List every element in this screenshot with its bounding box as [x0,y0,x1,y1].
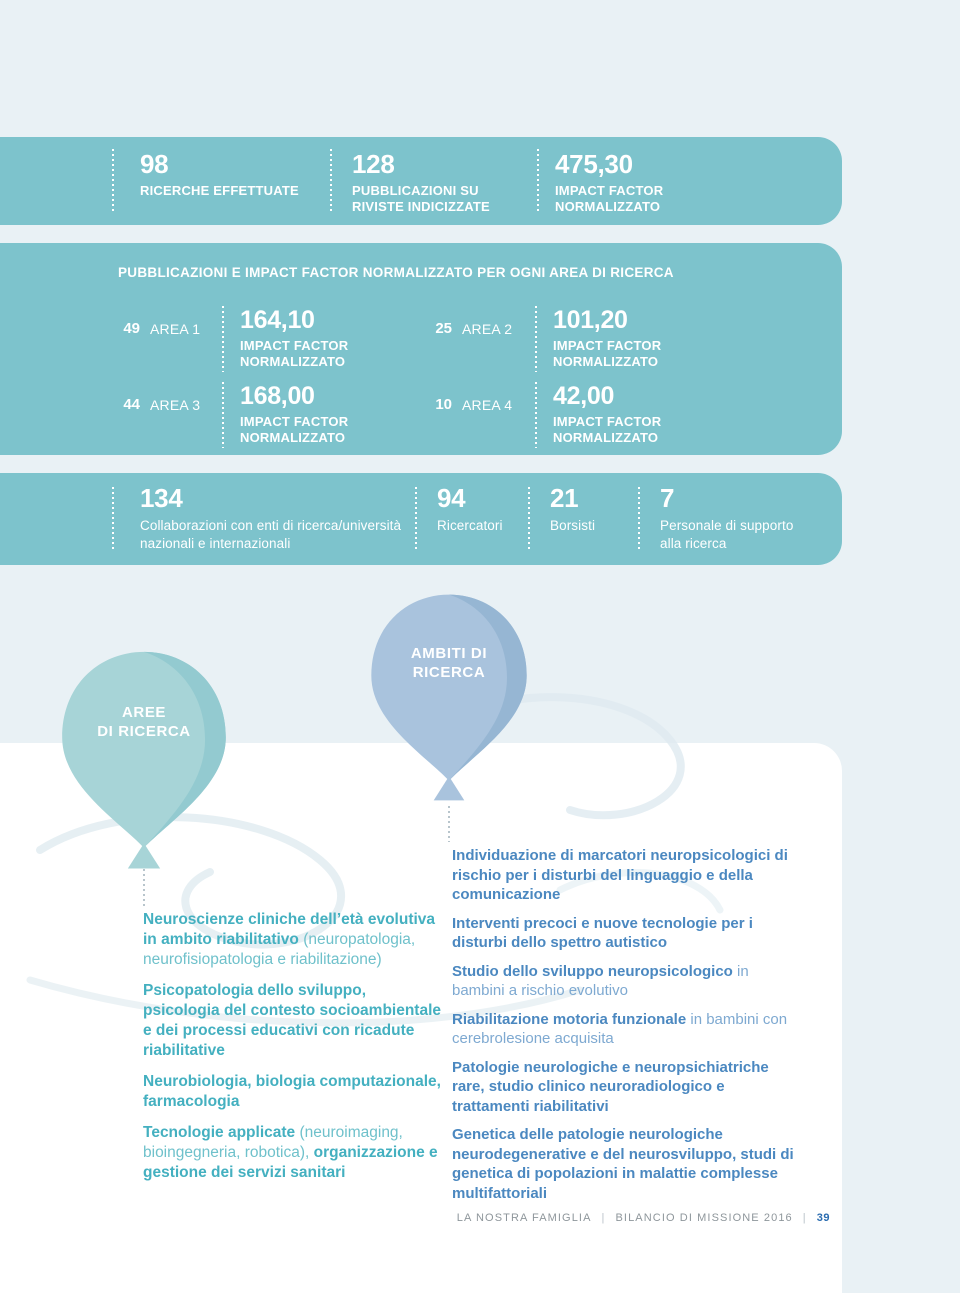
footer-page-number: 39 [816,1212,830,1224]
aree-di-ricerca-list [143,910,445,1194]
dotted-separator [112,149,114,211]
impact-label: IMPACT FACTOR NORMALIZZATO [553,414,662,445]
dotted-separator [415,487,417,549]
footer-doc: BILANCIO DI MISSIONE 2016 [615,1212,793,1224]
list-item-text: Riabilitazione motoria funzionale [452,1010,691,1028]
balloon-label [356,644,542,682]
list-item [452,846,804,905]
dotted-separator [535,306,537,372]
ambiti-di-ricerca-list [452,846,804,1212]
stat-value: 98 [140,149,169,179]
stat-value: 475,30 [555,149,633,179]
impact-value: 168,00 [240,382,315,410]
stat-value: 128 [352,149,395,179]
impact-value: 42,00 [553,382,615,410]
people-banner [0,473,842,565]
area-name: AREA 3 [150,397,201,413]
page-footer [0,1212,842,1224]
stat-label: PUBBLICAZIONI SU RIVISTE INDICIZZATE [352,183,490,214]
people-value: 21 [550,483,579,513]
list-item [143,910,445,970]
balloon-label [46,703,242,741]
list-item-text: Studio dello sviluppo neuropsicologico [452,962,738,980]
area-name: AREA 1 [150,321,201,337]
balloon-blue-shape [356,588,542,818]
list-item [452,914,804,953]
list-item-text: Genetica delle patologie neurologiche neurodegenerative e del neurosviluppo, studi di genetica di popolazioni in malattie complesse multifattoriali [452,1126,794,1202]
list-item-text: Interventi precoci e nuove tecnologie per i disturbi dello spettro autistico [452,914,753,951]
list-item-text: in bambini con cerebrolesione acquisita [452,1010,788,1047]
list-item [452,1058,804,1117]
people-value: 134 [140,483,183,513]
list-item [452,1125,804,1203]
list-item-text: Individuazione di marcatori neuropsicologici di rischio per i disturbi del linguaggio e della comunicazione [452,847,788,903]
balloon-label-line1: AMBITI DI [410,645,488,662]
balloon-aree-di-ricerca [46,645,242,887]
list-item [143,1072,445,1112]
areas-row [0,306,842,376]
balloon-label-line2: RICERCA [412,664,486,681]
dotted-separator [222,306,224,372]
impact-label: IMPACT FACTOR NORMALIZZATO [240,338,349,369]
balloon-ambiti-di-ricerca [356,588,542,818]
people-label: Personale di supporto alla ricerca [660,518,794,551]
area-count: 25 [435,320,452,337]
footer-org: LA NOSTRA FAMIGLIA [456,1212,592,1224]
impact-label: IMPACT FACTOR NORMALIZZATO [553,338,662,369]
list-item [452,1010,804,1049]
area-impact [553,384,683,446]
area-name: AREA 4 [462,397,513,413]
dotted-separator [222,382,224,448]
list-item-text: organizzazione e gestione dei servizi sanitari [143,1144,438,1181]
dotted-separator [535,382,537,448]
stat-label: IMPACT FACTOR NORMALIZZATO [555,183,664,214]
list-item-text: Patologie neurologiche e neuropsichiatriche rare, studio clinico neuroradiologico e trattamenti riabilitativi [452,1058,769,1115]
areas-row [0,382,842,452]
balloon-teal-shape [46,645,242,887]
impact-value: 101,20 [553,306,628,334]
people-label: Borsisti [550,518,596,533]
dotted-separator [112,487,114,549]
area-name: AREA 2 [462,321,513,337]
dotted-separator [330,149,332,211]
people-value: 7 [660,483,675,513]
dotted-separator [638,487,640,549]
people-value: 94 [437,483,466,513]
areas-banner [0,243,842,455]
impact-label: IMPACT FACTOR NORMALIZZATO [240,414,349,445]
list-item [143,981,445,1061]
list-item-text: Tecnologie applicate [143,1124,300,1141]
people-label: Collaborazioni con enti di ricerca/università nazionali e internazionali [140,518,402,551]
area-impact [240,384,370,446]
list-item-text: (neuroimaging, bioingegneria, robotica), [143,1124,403,1161]
area-count: 44 [123,396,140,413]
people-label: Ricercatori [437,518,503,533]
list-item [143,1123,445,1183]
balloon-label-line1: AREE [121,704,167,721]
list-item-text: in bambini a rischio evolutivo [452,962,749,999]
balloon-label-line2: DI RICERCA [97,723,191,740]
footer-separator: | [601,1212,606,1224]
dotted-separator [537,149,539,211]
area-impact [553,308,683,370]
impact-value: 164,10 [240,306,315,334]
area-count: 49 [123,320,140,337]
stats-banner [0,137,842,225]
list-item-text: Neurobiologia, biologia computazionale, farmacologia [143,1073,441,1110]
list-item-text: Neuroscienze cliniche dell’età evolutiva in ambito riabilitativo [143,911,436,948]
area-count: 10 [435,396,452,413]
area-impact [240,308,370,370]
stat-label: RICERCHE EFFETTUATE [140,183,299,198]
list-item-text: (neuropatologia, neurofisiopatologia e riabilitazione) [143,931,416,968]
areas-banner-title: PUBBLICAZIONI E IMPACT FACTOR NORMALIZZATO PER OGNI AREA DI RICERCA [118,265,674,280]
list-item [452,962,804,1001]
dotted-separator [528,487,530,549]
footer-separator: | [802,1212,807,1224]
list-item-text: Psicopatologia dello sviluppo, psicologia del contesto socioambientale e dei processi educativi con ricadute riabilitative [143,982,442,1059]
